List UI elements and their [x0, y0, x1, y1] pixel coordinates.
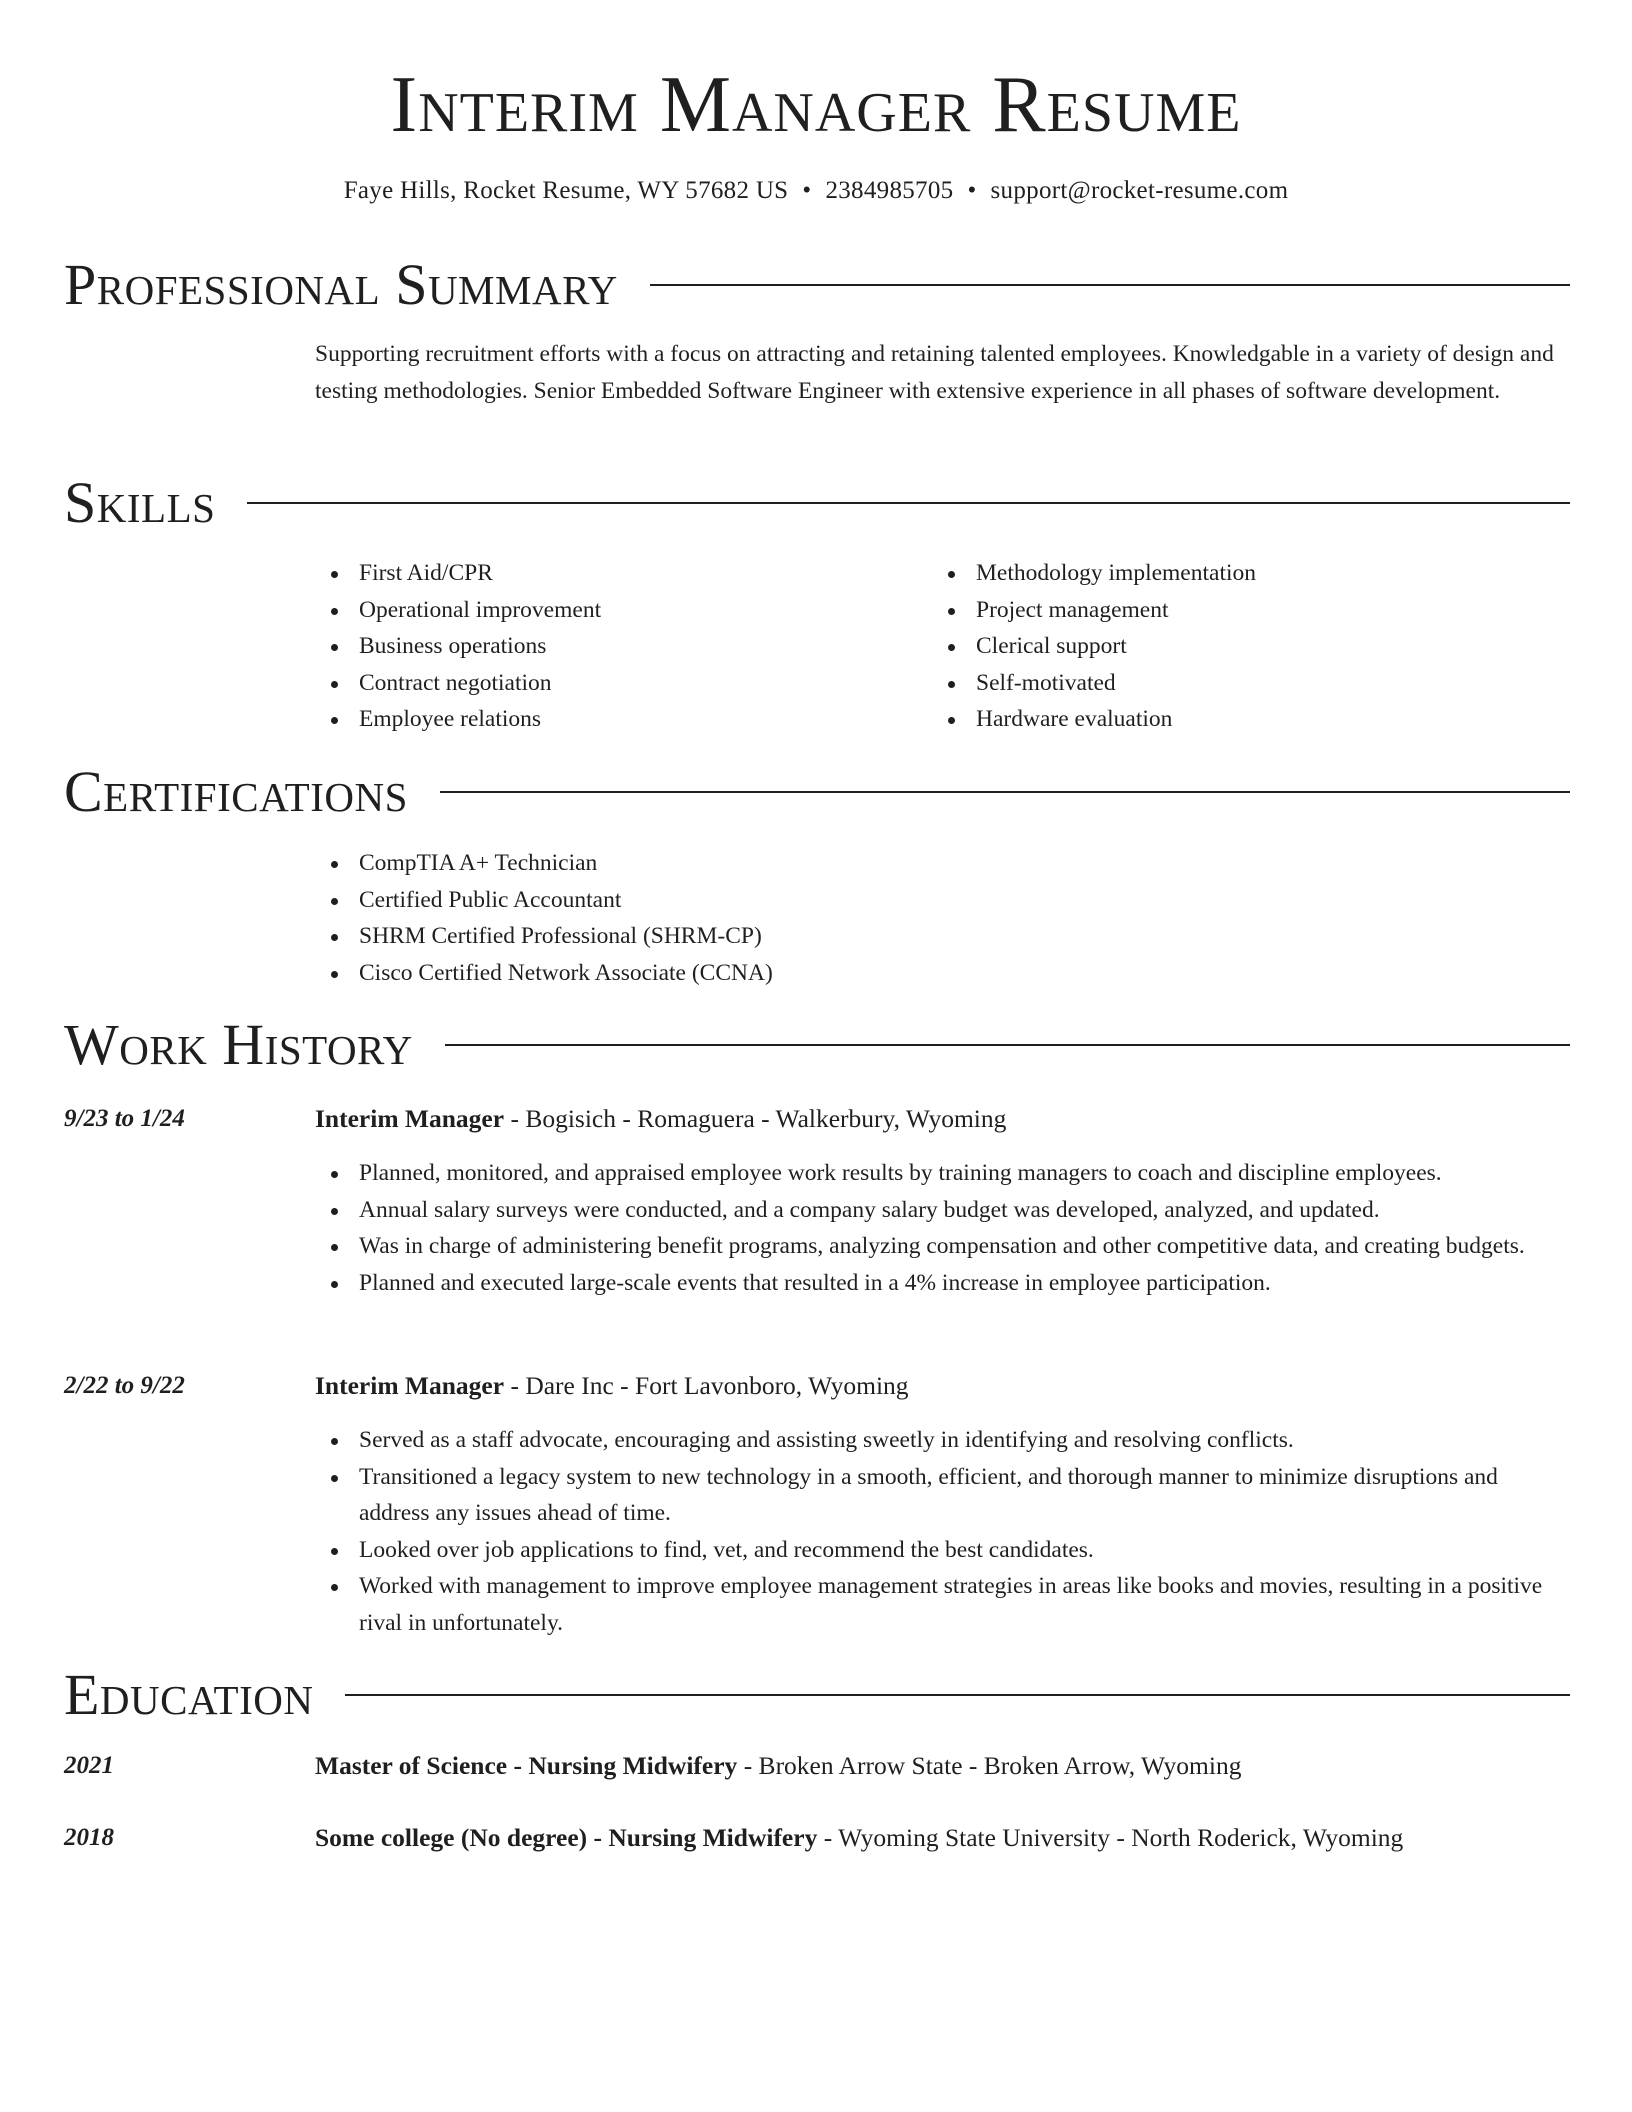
- skill-item: Operational improvement: [315, 592, 915, 629]
- section-divider: [650, 284, 1570, 286]
- skill-item: Self-motivated: [932, 665, 1532, 702]
- skill-item: First Aid/CPR: [315, 555, 915, 592]
- skill-item: Business operations: [315, 628, 915, 665]
- job-employer-location: - Bogisich - Romaguera - Walkerbury, Wyoming: [504, 1104, 1007, 1133]
- education-school-location: - Wyoming State University - North Roderick, Wyoming: [817, 1823, 1404, 1852]
- certifications-list: [315, 845, 1571, 991]
- section-divider: [247, 502, 1570, 504]
- summary-text: Supporting recruitment efforts with a focus on attracting and retaining talented employees. Knowledgable in a variety of design and testing methodologies. Senior Embedded Software Engineer with extensive experience in all phases of software development.: [315, 341, 1554, 404]
- certification-item: Cisco Certified Network Associate (CCNA): [315, 955, 1571, 992]
- certifications-heading: Certifications: [64, 759, 408, 824]
- contact-separator: •: [802, 177, 812, 204]
- certification-item: SHRM Certified Professional (SHRM-CP): [315, 918, 1571, 955]
- skill-item: Project management: [932, 592, 1532, 629]
- skills-section-header: [64, 468, 1570, 538]
- job-bullet: Looked over job applications to find, vet, and recommend the best candidates.: [315, 1532, 1571, 1569]
- job-responsibilities: [315, 1155, 1571, 1301]
- skill-item: Employee relations: [315, 701, 915, 738]
- job-bullet: Planned, monitored, and appraised employee work results by training managers to coach and discipline employees.: [315, 1155, 1571, 1192]
- job-title: Interim Manager: [315, 1371, 505, 1400]
- education-school-location: - Broken Arrow State - Broken Arrow, Wyoming: [737, 1751, 1242, 1780]
- skill-item: Methodology implementation: [932, 555, 1532, 592]
- certifications-section-header: [64, 757, 1570, 827]
- summary-section-header: [64, 250, 1570, 320]
- job-bullet: Planned and executed large-scale events that resulted in a 4% increase in employee participation.: [315, 1265, 1571, 1302]
- section-divider: [440, 791, 1570, 793]
- skill-item: Hardware evaluation: [932, 701, 1532, 738]
- contact-line: [0, 174, 1632, 208]
- job-responsibilities: [315, 1422, 1571, 1641]
- resume-title: Interim Manager Resume: [390, 61, 1242, 149]
- job-bullet: Worked with management to improve employee management strategies in areas like books and movies, resulting in a positive rival in unfortunately.: [315, 1568, 1571, 1641]
- education-degree: Master of Science - Nursing Midwifery: [315, 1751, 738, 1780]
- certification-item: CompTIA A+ Technician: [315, 845, 1571, 882]
- job-bullet: Was in charge of administering benefit programs, analyzing compensation and other competitive data, and creating budgets.: [315, 1228, 1571, 1265]
- education-heading: Education: [64, 1662, 314, 1727]
- work-section-header: [64, 1010, 1570, 1080]
- contact-email[interactable]: support@rocket-resume.com: [990, 177, 1289, 204]
- contact-phone: 2384985705: [825, 177, 954, 204]
- education-year: 2021: [64, 1752, 114, 1779]
- work-heading: Work History: [64, 1012, 413, 1077]
- job-heading: [315, 1368, 1571, 1404]
- job-heading: [315, 1101, 1571, 1137]
- skill-item: Clerical support: [932, 628, 1532, 665]
- job-dates: 2/22 to 9/22: [64, 1372, 185, 1399]
- skills-heading: Skills: [64, 470, 216, 535]
- skills-right-column: [932, 555, 1532, 738]
- skills-left-column: [315, 555, 915, 738]
- job-bullet: Annual salary surveys were conducted, and a company salary budget was developed, analyzed, and updated.: [315, 1192, 1571, 1229]
- contact-separator: •: [967, 177, 977, 204]
- job-title: Interim Manager: [315, 1104, 505, 1133]
- education-entry: [315, 1748, 1571, 1784]
- job-bullet: Served as a staff advocate, encouraging and assisting sweetly in identifying and resolving conflicts.: [315, 1422, 1571, 1459]
- contact-address: Faye Hills, Rocket Resume, WY 57682 US: [343, 177, 789, 204]
- certification-item: Certified Public Accountant: [315, 882, 1571, 919]
- job-bullet: Transitioned a legacy system to new technology in a smooth, efficient, and thorough manner to minimize disruptions and address any issues ahead of time.: [315, 1459, 1571, 1532]
- skill-item: Contract negotiation: [315, 665, 915, 702]
- education-year: 2018: [64, 1824, 114, 1851]
- education-entry: [315, 1820, 1571, 1856]
- job-dates: 9/23 to 1/24: [64, 1105, 185, 1132]
- education-degree: Some college (No degree) - Nursing Midwifery: [315, 1823, 818, 1852]
- education-section-header: [64, 1660, 1570, 1730]
- section-divider: [445, 1044, 1570, 1046]
- job-employer-location: - Dare Inc - Fort Lavonboro, Wyoming: [504, 1371, 909, 1400]
- summary-heading: Professional Summary: [64, 252, 618, 317]
- section-divider: [345, 1694, 1570, 1696]
